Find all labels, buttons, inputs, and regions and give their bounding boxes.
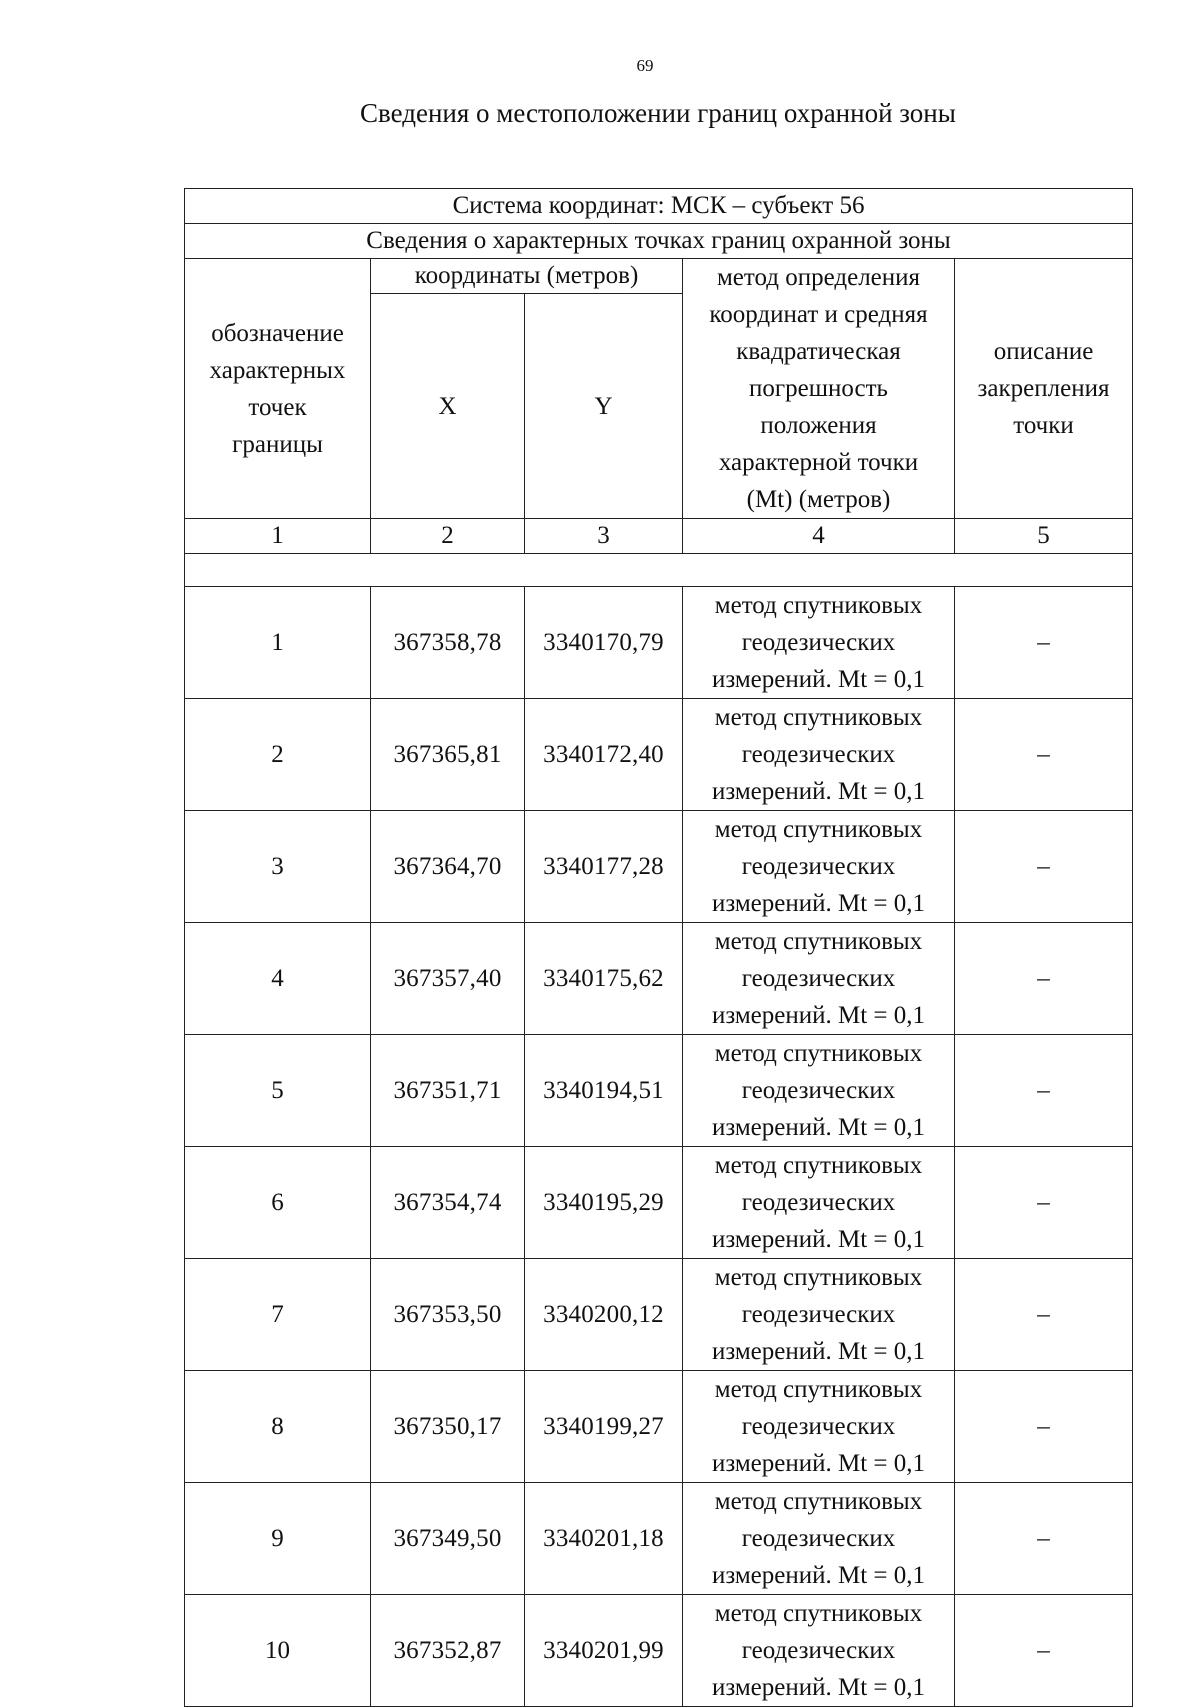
method-line: измерений. Mt = 0,1 [711,890,926,917]
header-point-designation-line: границы [232,430,323,458]
method-line: метод спутниковых [714,1376,923,1403]
header-description [955,259,1133,519]
method-description [683,1035,955,1147]
method-line: геодезических [741,1637,896,1664]
header-method-line: характерной точки [718,449,919,476]
x-coordinate: 367352,87 [371,1595,525,1707]
point-number: 2 [185,699,371,811]
method-line: геодезических [741,1525,896,1552]
column-number: 5 [955,519,1133,554]
header-point-designation-line: характерных [209,356,346,384]
x-coordinate: 367354,74 [371,1147,525,1259]
table-row [185,587,1133,699]
method-line: измерений. Mt = 0,1 [711,1674,926,1701]
y-coordinate: 3340194,51 [525,1035,683,1147]
y-coordinate: 3340201,18 [525,1483,683,1595]
method-line: геодезических [741,1189,896,1216]
method-line: геодезических [741,965,896,992]
point-fixing-description: – [955,1259,1133,1371]
method-line: измерений. Mt = 0,1 [711,1562,926,1589]
table-row [185,811,1133,923]
method-line: геодезических [741,853,896,880]
point-number: 10 [185,1595,371,1707]
page-number: 69 [636,56,654,75]
x-coordinate: 367357,40 [371,923,525,1035]
point-number: 3 [185,811,371,923]
method-description [683,811,955,923]
y-coordinate: 3340195,29 [525,1147,683,1259]
table-row [185,1371,1133,1483]
method-line: метод спутниковых [714,1488,923,1515]
data-rows [185,587,1133,1707]
header-description-line: описание [993,338,1094,365]
method-line: геодезических [741,741,896,768]
point-fixing-description: – [955,1147,1133,1259]
point-fixing-description: – [955,1035,1133,1147]
method-line: измерений. Mt = 0,1 [711,1338,926,1365]
y-coordinate: 3340170,79 [525,587,683,699]
x-coordinate: 367364,70 [371,811,525,923]
y-coordinate: 3340177,28 [525,811,683,923]
point-fixing-description: – [955,699,1133,811]
x-coordinate: 367353,50 [371,1259,525,1371]
method-description [683,587,955,699]
point-fixing-description: – [955,1371,1133,1483]
header-x: X [371,294,525,519]
point-number: 7 [185,1259,371,1371]
header-coordinates: координаты (метров) [371,259,683,294]
method-line: измерений. Mt = 0,1 [711,1226,926,1253]
y-coordinate: 3340200,12 [525,1259,683,1371]
y-coordinate: 3340172,40 [525,699,683,811]
y-coordinate: 3340175,62 [525,923,683,1035]
boundary-points-table [184,188,1133,1707]
table-row [185,1035,1133,1147]
method-line: измерений. Mt = 0,1 [711,1114,926,1141]
method-line: геодезических [741,1301,896,1328]
header-point-designation [185,259,371,519]
point-fixing-description: – [955,923,1133,1035]
header-method [683,259,955,519]
point-fixing-description: – [955,587,1133,699]
method-line: измерений. Mt = 0,1 [711,778,926,805]
column-number: 1 [185,519,371,554]
table-row [185,1147,1133,1259]
header-description-line: точки [1013,412,1074,439]
method-line: метод спутниковых [714,1264,923,1291]
column-number: 2 [371,519,525,554]
method-line: измерений. Mt = 0,1 [711,1450,926,1477]
table-row [185,699,1133,811]
method-line: метод спутниковых [714,704,923,731]
header-method-line: положения [760,412,877,439]
method-line: метод спутниковых [714,1600,923,1627]
point-number: 6 [185,1147,371,1259]
header-method-line: квадратическая [736,338,901,365]
method-line: измерений. Mt = 0,1 [711,1002,926,1029]
header-method-line: метод определения [716,264,921,291]
method-line: метод спутниковых [714,928,923,955]
coordinate-system: Система координат: МСК – субъект 56 [185,189,1133,224]
method-line: геодезических [741,1413,896,1440]
x-coordinate: 367351,71 [371,1035,525,1147]
method-description [683,1483,955,1595]
column-number: 3 [525,519,683,554]
method-description [683,1147,955,1259]
method-description [683,923,955,1035]
x-coordinate: 367350,17 [371,1371,525,1483]
method-line: метод спутниковых [714,1040,923,1067]
table-row [185,1595,1133,1707]
method-line: метод спутниковых [714,816,923,843]
method-description [683,699,955,811]
section-title: Сведения о характерных точках границ охранной зоны [185,224,1133,259]
point-number: 9 [185,1483,371,1595]
point-number: 4 [185,923,371,1035]
method-line: метод спутниковых [714,1152,923,1179]
method-line: геодезических [741,629,896,656]
method-description [683,1259,955,1371]
x-coordinate: 367358,78 [371,587,525,699]
point-number: 1 [185,587,371,699]
header-y: Y [525,294,683,519]
x-coordinate: 367349,50 [371,1483,525,1595]
method-line: измерений. Mt = 0,1 [711,666,926,693]
point-number: 8 [185,1371,371,1483]
method-line: геодезических [741,1077,896,1104]
header-method-line: погрешность [749,375,888,402]
header-point-designation-line: обозначение [211,319,344,347]
empty-row [185,554,1133,587]
point-fixing-description: – [955,1595,1133,1707]
y-coordinate: 3340199,27 [525,1371,683,1483]
method-description [683,1371,955,1483]
method-description [683,1595,955,1707]
table-row [185,1483,1133,1595]
header-point-designation-line: точек [248,393,307,421]
point-fixing-description: – [955,811,1133,923]
table-row [185,923,1133,1035]
point-number: 5 [185,1035,371,1147]
header-method-line: (Mt) (метров) [746,486,891,513]
header-description-line: закрепления [977,375,1110,402]
header-method-line: координат и средняя [709,301,928,328]
method-line: метод спутниковых [714,592,923,619]
table-row [185,1259,1133,1371]
x-coordinate: 367365,81 [371,699,525,811]
point-fixing-description: – [955,1483,1133,1595]
y-coordinate: 3340201,99 [525,1595,683,1707]
column-number: 4 [683,519,955,554]
page-title: Сведения о местоположении границ охранной зоны [360,98,956,128]
